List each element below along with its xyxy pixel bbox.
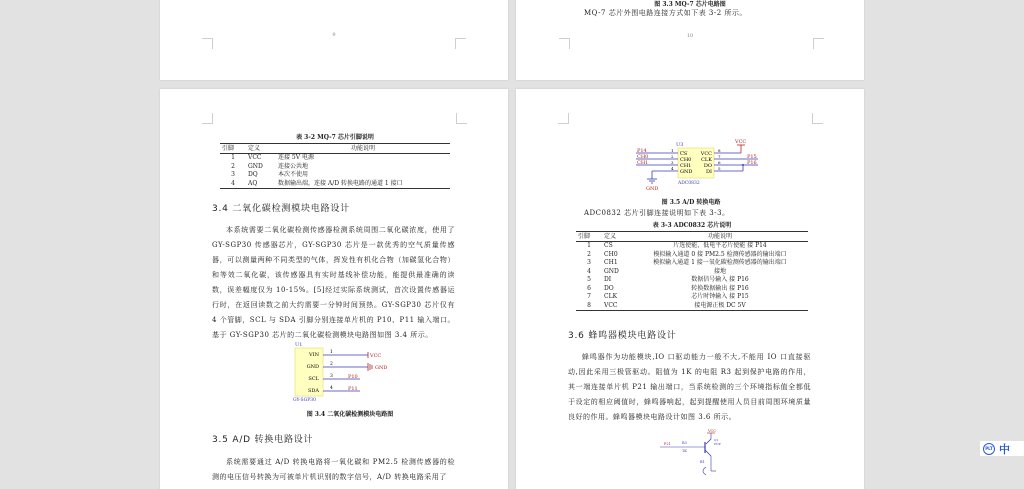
page-10: [516, 0, 864, 80]
section-heading-3-4: 3.4 二氧化碳检测模块电路设计: [212, 204, 350, 214]
table-cell: GND: [604, 267, 619, 275]
figure-caption: 图 3.3 MQ-7 芯片电路图: [654, 1, 726, 8]
net-label: VCC: [708, 429, 716, 433]
table-cell: 接电源正极 DC 5V: [632, 302, 808, 311]
margin-mark: [202, 38, 213, 49]
table-3-2: [220, 132, 450, 189]
section-heading-3-5: 3.5 A/D 转换电路设计: [212, 435, 314, 445]
table-row: [576, 285, 808, 294]
table-cell: 接地: [713, 267, 726, 275]
table-cell: 数据信号输入 接 P16: [691, 276, 749, 283]
table-header: 引脚: [576, 232, 602, 242]
chip-name: ADC0832: [678, 181, 700, 186]
table-cell: 3: [231, 171, 235, 178]
body-text: MQ-7 芯片外围电路连接方式如下表 3-2 所示。: [584, 9, 747, 17]
chip-ref: U1: [295, 342, 303, 348]
margin-mark: [558, 113, 569, 124]
table-header: 引脚: [220, 144, 246, 154]
margin-mark: [812, 113, 823, 124]
net-label: P16: [747, 160, 757, 166]
body-paragraph: 蜂鸣器作为功能模块,IO 口驱动能力一般不大,不能用 IO 口直接驱动,因此采用三极管驱动。阻值为 1K 的电阻 R3 起到保护电路的作用，其一端连接单片机 P21 输出端口，当系统检测的三个环境指标值全都低于设定的相应阈值时，蜂鸣器响起，起到提醒使用人员目前周围环境质量良好的作用。蜂鸣器模块电路设计如图 3.6 所示。: [568, 353, 811, 421]
page-number: 9: [332, 32, 336, 38]
table-cell: VCC: [248, 154, 262, 161]
table-header: 功能说明: [276, 144, 450, 154]
net-label: P15: [747, 154, 757, 160]
table-row: [576, 242, 808, 251]
net-label: P14: [637, 148, 647, 154]
ime-language-toggle[interactable]: 中: [999, 442, 1010, 456]
table-row: [576, 268, 808, 277]
table-row: [220, 163, 450, 172]
net-label: GND: [375, 365, 388, 371]
pin-name: VIN: [309, 352, 319, 358]
chip-name: GY-SGP30: [293, 398, 316, 402]
pin-name: SCL: [308, 376, 319, 382]
table-cell: VCC: [602, 302, 632, 311]
table-row: [220, 180, 450, 189]
input-method-icon[interactable]: PLT: [983, 443, 995, 455]
net-label: GND: [646, 186, 659, 192]
table-row: [576, 251, 808, 260]
pin-number: 1: [330, 350, 333, 355]
pin-number: 7: [718, 154, 721, 159]
pin-number: 3: [671, 160, 674, 165]
pin-number: 5: [718, 166, 721, 171]
table-cell: 本次不使用: [278, 171, 309, 178]
component-label: Q1: [714, 438, 719, 442]
table-cell: CS: [604, 242, 613, 249]
table-cell: DO: [604, 284, 614, 292]
pin-number: 8: [718, 148, 721, 153]
table-cell: 转换数据输出 接 P16: [691, 284, 749, 292]
body-paragraph: 系统需要通过 A/D 转换电路将一氧化碳和 PM2.5 检测传感器的检测的电压信号转换为可被单片机识别的数字信号，A/D 转换电路采用了: [212, 458, 455, 481]
table-cell: 4: [220, 180, 246, 189]
table-cell: 7: [587, 293, 591, 300]
page-9: [160, 0, 508, 80]
net-label: VCC: [735, 139, 747, 145]
table-row: [576, 302, 808, 311]
table-caption: 表 3-3 ADC0832 芯片说明: [652, 222, 732, 229]
pin-name: CLK: [701, 157, 712, 163]
table-cell: 4: [587, 267, 591, 275]
pin-number: 6: [718, 160, 721, 165]
net-label: CH0: [637, 154, 649, 160]
body-paragraph: 本系统需要二氧化碳检测传感器检测系统周围二氧化碳浓度，使用了 GY-SGP30 传感器芯片，GY-SGP30 芯片是一款优秀的空气质量传感器，可以测量两种不同类型的气体，挥发性有机化合物（加碳氢化合物）和等效二氧化碳，该传感器具有实时基线补偿功能，能提供最准确的读数，误差幅度仅为 10-15%。[5]经过实际系统测试，首次设置传感器运行时，在返回读数之前大约需要一分钟时间预热。GY-SGP30 芯片仅有 4 个管脚，SCL 与 SDA 引脚分别连接单片机的 P10、P11 输入端口。基于 GY-SGP30 芯片的二氧化碳检测模块电路图如图 3.4 所示。: [212, 226, 455, 339]
net-label: P10: [348, 374, 358, 380]
pin-name: CH0: [680, 157, 692, 163]
margin-mark: [456, 113, 467, 124]
table-cell: CH0: [604, 250, 618, 258]
component-label: B1: [700, 460, 705, 464]
table-header: 定义: [602, 232, 632, 242]
table-cell: 5: [587, 276, 591, 283]
pin-number: 1: [671, 148, 674, 153]
table-cell: 芯片时钟输入 接 P15: [691, 293, 749, 300]
table-cell: DQ: [248, 171, 258, 178]
table-header: 功能说明: [632, 232, 808, 242]
component-label: R3: [682, 441, 687, 445]
margin-mark: [559, 38, 570, 49]
table-cell: CLK: [604, 293, 618, 300]
table-row: [220, 171, 450, 180]
component-value: 1K: [682, 449, 687, 453]
margin-mark: [455, 38, 466, 49]
pin-number: 4: [671, 166, 674, 171]
figure-caption: 图 3.4 二氧化碳检测模块电路图: [306, 411, 394, 418]
table-cell: DI: [604, 276, 612, 283]
table-cell: CH1: [604, 259, 618, 266]
table-header: 定义: [246, 144, 276, 154]
pin-number: 4: [330, 386, 333, 391]
pin-number: 2: [330, 362, 333, 367]
table-cell: 模拟输入通道 1 接一氧化碳检测传感器的输出端口: [653, 259, 787, 266]
chip-ref: U3: [676, 142, 684, 148]
page-number: 10: [686, 33, 694, 39]
page-12: [516, 89, 864, 489]
net-label: CH1: [637, 160, 649, 166]
figure-3-6-circuit: [656, 427, 736, 483]
net-label: P11: [348, 386, 358, 392]
section-heading-3-6: 3.6 蜂鸣器模块电路设计: [568, 331, 677, 341]
table-3-3: [576, 220, 808, 311]
table-cell: 6: [587, 284, 591, 292]
page-11: [160, 89, 508, 489]
table-row: [576, 276, 808, 285]
table-cell: 片选使能，低电平芯片使能 接 P14: [673, 242, 767, 249]
pin-name: GND: [680, 169, 693, 175]
table-row: [576, 293, 808, 302]
pin-name: DO: [703, 163, 712, 169]
margin-mark: [202, 113, 213, 124]
pin-name: GND: [306, 364, 319, 370]
component-value: PNP: [714, 442, 721, 446]
net-label: P21: [664, 442, 671, 446]
table-cell: 2: [231, 162, 235, 170]
net-label: VCC: [370, 353, 382, 359]
table-cell: 8: [576, 302, 602, 311]
table-cell: 1: [587, 242, 591, 249]
ime-toolbar[interactable]: [980, 441, 1024, 456]
table-cell: 1: [231, 154, 235, 161]
pin-number: 3: [330, 374, 333, 379]
table-cell: 3: [587, 259, 591, 266]
table-cell: 连接公共地: [278, 162, 309, 170]
pin-name: CH1: [680, 163, 692, 169]
table-cell: AQ: [246, 180, 276, 189]
pin-name: CS: [680, 151, 688, 157]
table-cell: 模拟输入通道 0 接 PM2.5 检测传感器的输出端口: [653, 250, 787, 258]
margin-mark: [813, 38, 824, 49]
pin-number: 2: [671, 154, 674, 159]
table-cell: GND: [248, 162, 263, 170]
pin-name: DI: [706, 169, 712, 175]
figure-3-4-circuit: [290, 340, 410, 418]
body-text: ADC0832 芯片引脚连接说明如下表 3-3。: [584, 209, 730, 217]
figure-3-5-circuit: [616, 139, 766, 195]
table-row: [220, 154, 450, 163]
pin-name: VCC: [700, 151, 712, 157]
pin-name: SDA: [307, 388, 319, 394]
table-row: [576, 259, 808, 268]
table-cell: 2: [587, 250, 591, 258]
table-caption: 表 3-2 MQ-7 芯片引脚说明: [296, 134, 374, 141]
figure-caption: 图 3.5 A/D 转换电路: [661, 199, 721, 206]
table-cell: 连接 5V 电源: [278, 154, 314, 161]
table-cell: 数据输出端，连接 A/D 转换电路的通道 1 接口: [276, 180, 450, 189]
